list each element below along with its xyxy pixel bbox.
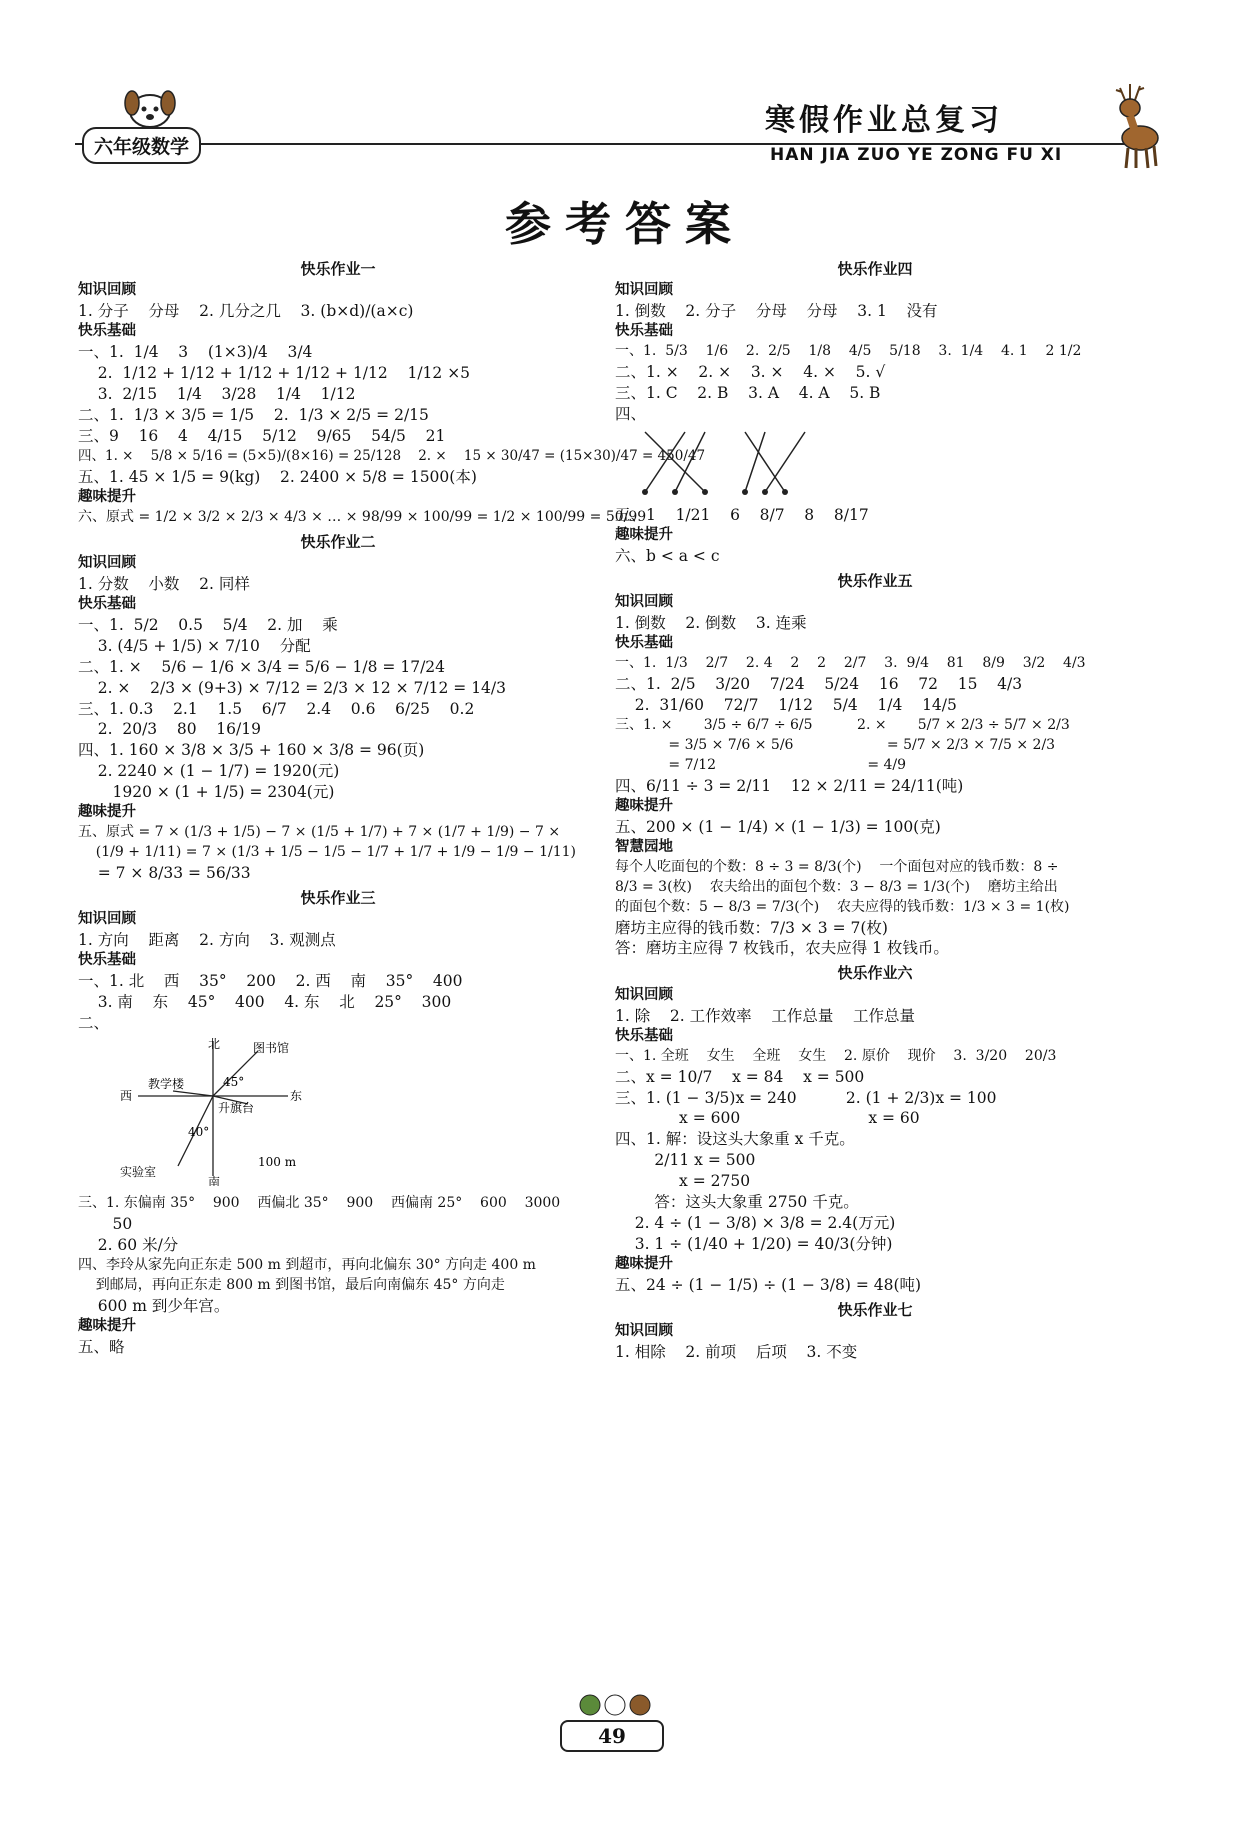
subsection-heading: 趣味提升 bbox=[78, 488, 136, 505]
matching-lines-diagram bbox=[635, 427, 815, 497]
answer-line: 3. (4/5 + 1/5) × 7/10 分配 bbox=[78, 636, 311, 655]
answer-line: 五、1. 45 × 1/5 = 9(kg) 2. 2400 × 5/8 = 1500(本) bbox=[78, 467, 477, 486]
answer-line: 六、b < a < c bbox=[615, 546, 720, 565]
answer-line: 四、1. 160 × 3/8 × 3/5 + 160 × 3/8 = 96(页) bbox=[78, 741, 425, 760]
answer-line: 2. × 2/3 × (9+3) × 7/12 = 2/3 × 12 × 7/12 = 14/3 bbox=[78, 678, 507, 697]
answer-line: 2. 31/60 72/7 1/12 5/4 1/4 14/5 bbox=[615, 695, 957, 714]
subsection-heading: 知识回顾 bbox=[78, 554, 136, 571]
angle-45-label: 45° bbox=[223, 1075, 245, 1090]
answer-line: 六、原式 = 1/2 × 3/2 × 2/3 × 4/3 × … × 98/99 × 100/99 = 1/2 × 100/99 = 50/99 bbox=[78, 508, 647, 525]
section-title: 快乐作业六 bbox=[837, 964, 913, 983]
right-column bbox=[615, 255, 1135, 1363]
answer-line: 三、1. 0.3 2.1 1.5 6/7 2.4 0.6 6/25 0.2 bbox=[78, 699, 475, 718]
answer-line: 一、1. 1/4 3 (1×3)/4 3/4 bbox=[78, 343, 313, 362]
library-label: 图书馆 bbox=[253, 1041, 290, 1056]
answer-line: 二、1. 2/5 3/20 7/24 5/24 16 72 15 4/3 bbox=[615, 674, 1023, 693]
answer-line: 一、1. 北 西 35° 200 2. 西 南 35° 400 bbox=[78, 972, 463, 991]
answer-line: 8/3 = 3(枚) 农夫给出的面包个数：3 − 8/3 = 1/3(个) 磨坊主给出 bbox=[615, 878, 1058, 895]
subsection-heading: 快乐基础 bbox=[615, 634, 673, 651]
answer-line: 一、1. 5/3 1/6 2. 2/5 1/8 4/5 5/18 3. 1/4 4. 1 2 1/2 bbox=[615, 343, 1082, 360]
answer-line: 四、6/11 ÷ 3 = 2/11 12 × 2/11 = 24/11(吨) bbox=[615, 776, 964, 795]
answer-line: 1. 分子 分母 2. 几分之几 3. (b×d)/(a×c) bbox=[78, 302, 414, 321]
dog-mascot-icon bbox=[120, 85, 180, 131]
answer-line: = 7/12 = 4/9 bbox=[615, 756, 907, 773]
subsection-heading: 知识回顾 bbox=[615, 593, 673, 610]
answer-line: 2. 60 米/分 bbox=[78, 1235, 179, 1254]
answer-line: 五、1 1/21 6 8/7 8 8/17 bbox=[615, 505, 869, 524]
section-title: 快乐作业四 bbox=[837, 260, 913, 278]
answer-line: 到邮局，再向正东走 800 m 到图书馆，最后向南偏东 45° 方向走 bbox=[78, 1276, 505, 1293]
subsection-heading: 知识回顾 bbox=[615, 986, 673, 1003]
subsection-heading: 快乐基础 bbox=[78, 595, 136, 612]
section-title: 快乐作业五 bbox=[837, 571, 913, 590]
grade-badge: 六年级数学 bbox=[82, 127, 201, 164]
answer-line: 三、1. (1 − 3/5)x = 240 2. (1 + 2/3)x = 100 bbox=[615, 1088, 997, 1107]
answer-line: = 7 × 8/33 = 56/33 bbox=[78, 864, 251, 883]
deer-icon bbox=[1100, 80, 1170, 170]
answer-line: 600 m 到少年宫。 bbox=[78, 1296, 230, 1315]
answer-line: 四、1. × 5/8 × 5/16 = (5×5)/(8×16) = 25/128 2. × 15 × 30/47 = (15×30)/47 = 450/47 bbox=[78, 447, 706, 464]
answer-line: 四、1. 解：设这头大象重 x 千克。 bbox=[615, 1130, 855, 1149]
answer-line: 2. 2240 × (1 − 1/7) = 1920(元) bbox=[78, 762, 340, 781]
answer-line: 1. 方向 距离 2. 方向 3. 观测点 bbox=[78, 931, 336, 950]
page-title: 参考答案 bbox=[505, 197, 745, 251]
answer-line: 二、1. × 2. × 3. × 4. × 5. √ bbox=[615, 363, 886, 382]
answer-line: 一、1. 1/3 2/7 2. 4 2 2 2/7 3. 9/4 81 8/9 3/2 4/3 bbox=[615, 654, 1086, 671]
answer-line: 答：磨坊主应得 7 枚钱币，农夫应得 1 枚钱币。 bbox=[615, 939, 949, 958]
south-label: 南 bbox=[208, 1175, 221, 1187]
subsection-heading: 知识回顾 bbox=[615, 282, 673, 299]
answer-line: 2. 20/3 80 16/19 bbox=[78, 720, 261, 739]
answer-line: 50 bbox=[78, 1214, 133, 1233]
north-label: 北 bbox=[208, 1037, 221, 1052]
answer-line: 五、略 bbox=[78, 1337, 125, 1356]
subsection-heading: 趣味提升 bbox=[615, 797, 673, 814]
subsection-heading: 知识回顾 bbox=[78, 282, 136, 299]
section-title: 快乐作业一 bbox=[300, 260, 376, 278]
subsection-heading: 知识回顾 bbox=[78, 911, 136, 928]
answer-line: 磨坊主应得的钱币数：7/3 × 3 = 7(枚) bbox=[615, 918, 888, 937]
library-ray bbox=[213, 1051, 258, 1096]
answer-line: 四、 bbox=[615, 405, 647, 424]
answer-line: 二、 bbox=[78, 1014, 110, 1033]
subsection-heading: 趣味提升 bbox=[78, 1317, 136, 1334]
subsection-heading: 快乐基础 bbox=[615, 1027, 673, 1044]
direction-diagram bbox=[118, 1036, 318, 1186]
subsection-heading: 快乐基础 bbox=[78, 323, 136, 340]
answer-line: 3. 南 东 45° 400 4. 东 北 25° 300 bbox=[78, 993, 452, 1012]
flag-label: 升旗台 bbox=[218, 1101, 255, 1116]
teaching-label: 教学楼 bbox=[148, 1077, 185, 1092]
section-title: 快乐作业二 bbox=[300, 532, 376, 551]
answer-line: 的面包个数：5 − 8/3 = 7/3(个) 农夫应得的钱币数：1/3 × 3 = 1(枚) bbox=[615, 898, 1070, 915]
answer-line: 三、9 16 4 4/15 5/12 9/65 54/5 21 bbox=[78, 426, 446, 445]
answer-line: 2. 1/12 + 1/12 + 1/12 + 1/12 + 1/12 1/12 ×5 bbox=[78, 364, 471, 383]
answer-line: 二、x = 10/7 x = 84 x = 500 bbox=[615, 1067, 865, 1086]
answer-line: = 3/5 × 7/6 × 5/6 = 5/7 × 2/3 × 7/5 × 2/3 bbox=[615, 736, 1056, 753]
answer-line: 三、1. × 3/5 ÷ 6/7 ÷ 6/5 2. × 5/7 × 2/3 ÷ 5/7 × 2/3 bbox=[615, 716, 1070, 733]
subsection-heading: 趣味提升 bbox=[78, 804, 136, 821]
answer-line: 五、原式 = 7 × (1/3 + 1/5) − 7 × (1/5 + 1/7) + 7 × (1/7 + 1/9) − 7 × bbox=[78, 824, 561, 841]
answer-line: 1. 分数 小数 2. 同样 bbox=[78, 574, 250, 593]
answer-line: (1/9 + 1/11) = 7 × (1/3 + 1/5 − 1/5 − 1/7 + 1/7 + 1/9 − 1/9 − 1/11) bbox=[78, 844, 576, 861]
footer-animals-icon bbox=[560, 1690, 670, 1720]
west-label: 西 bbox=[120, 1089, 133, 1104]
series-pinyin: HAN JIA ZUO YE ZONG FU XI bbox=[770, 145, 1063, 165]
answer-line: 1. 相除 2. 前项 后项 3. 不变 bbox=[615, 1343, 858, 1362]
answer-line: 2/11 x = 500 bbox=[615, 1151, 756, 1170]
subsection-heading: 快乐基础 bbox=[78, 952, 136, 969]
page-number: 49 bbox=[560, 1720, 664, 1752]
answer-line: 四、李玲从家先向正东走 500 m 到超市，再向北偏东 30° 方向走 400 m bbox=[78, 1256, 536, 1273]
subsection-heading: 快乐基础 bbox=[615, 323, 673, 340]
answer-line: 二、1. × 5/6 − 1/6 × 3/4 = 5/6 − 1/8 = 17/24 bbox=[78, 657, 446, 676]
subsection-heading: 趣味提升 bbox=[615, 1255, 673, 1272]
answer-line: 三、1. 东偏南 35° 900 西偏北 35° 900 西偏南 25° 600 3000 bbox=[78, 1194, 561, 1211]
lab-label: 实验室 bbox=[120, 1165, 157, 1180]
answer-line: 3. 1 ÷ (1/40 + 1/20) = 40/3(分钟) bbox=[615, 1234, 893, 1253]
teaching-ray bbox=[173, 1091, 213, 1096]
answer-line: x = 600 x = 60 bbox=[615, 1109, 920, 1128]
subsection-heading: 趣味提升 bbox=[615, 526, 673, 543]
section-title: 快乐作业七 bbox=[837, 1300, 913, 1319]
answer-line: 二、1. 1/3 × 3/5 = 1/5 2. 1/3 × 2/5 = 2/15 bbox=[78, 405, 429, 424]
series-title: 寒假作业总复习 bbox=[765, 103, 1003, 138]
answer-line: 2. 4 ÷ (1 − 3/8) × 3/8 = 2.4(万元) bbox=[615, 1214, 896, 1233]
answer-line: 1. 倒数 2. 分子 分母 分母 3. 1 没有 bbox=[615, 302, 938, 321]
answer-line: 五、200 × (1 − 1/4) × (1 − 1/3) = 100(克) bbox=[615, 817, 941, 836]
angle-40-label: 40° bbox=[188, 1125, 210, 1140]
answer-line: 3. 2/15 1/4 3/28 1/4 1/12 bbox=[78, 385, 356, 404]
section-title: 快乐作业三 bbox=[300, 889, 376, 908]
answer-line: 答：这头大象重 2750 千克。 bbox=[615, 1193, 859, 1212]
answer-line: 每个人吃面包的个数：8 ÷ 3 = 8/3(个) 一个面包对应的钱币数：8 ÷ bbox=[615, 858, 1059, 875]
answer-line: 1. 倒数 2. 倒数 3. 连乘 bbox=[615, 613, 807, 632]
answer-line: 一、1. 5/2 0.5 5/4 2. 加 乘 bbox=[78, 615, 338, 634]
subsection-heading: 知识回顾 bbox=[615, 1323, 673, 1340]
answer-line: 五、24 ÷ (1 − 1/5) ÷ (1 − 3/8) = 48(吨) bbox=[615, 1275, 922, 1294]
answer-line: 一、1. 全班 女生 全班 女生 2. 原价 现价 3. 3/20 20/3 bbox=[615, 1047, 1057, 1064]
east-label: 东 bbox=[290, 1089, 303, 1104]
answer-line: 1. 除 2. 工作效率 工作总量 工作总量 bbox=[615, 1006, 916, 1025]
answer-line: x = 2750 bbox=[615, 1172, 751, 1191]
answer-line: 1920 × (1 + 1/5) = 2304(元) bbox=[78, 783, 335, 802]
answer-line: 三、1. C 2. B 3. A 4. A 5. B bbox=[615, 384, 881, 403]
subsection-heading: 智慧园地 bbox=[615, 838, 673, 855]
scale-label: 100 m bbox=[258, 1155, 297, 1170]
